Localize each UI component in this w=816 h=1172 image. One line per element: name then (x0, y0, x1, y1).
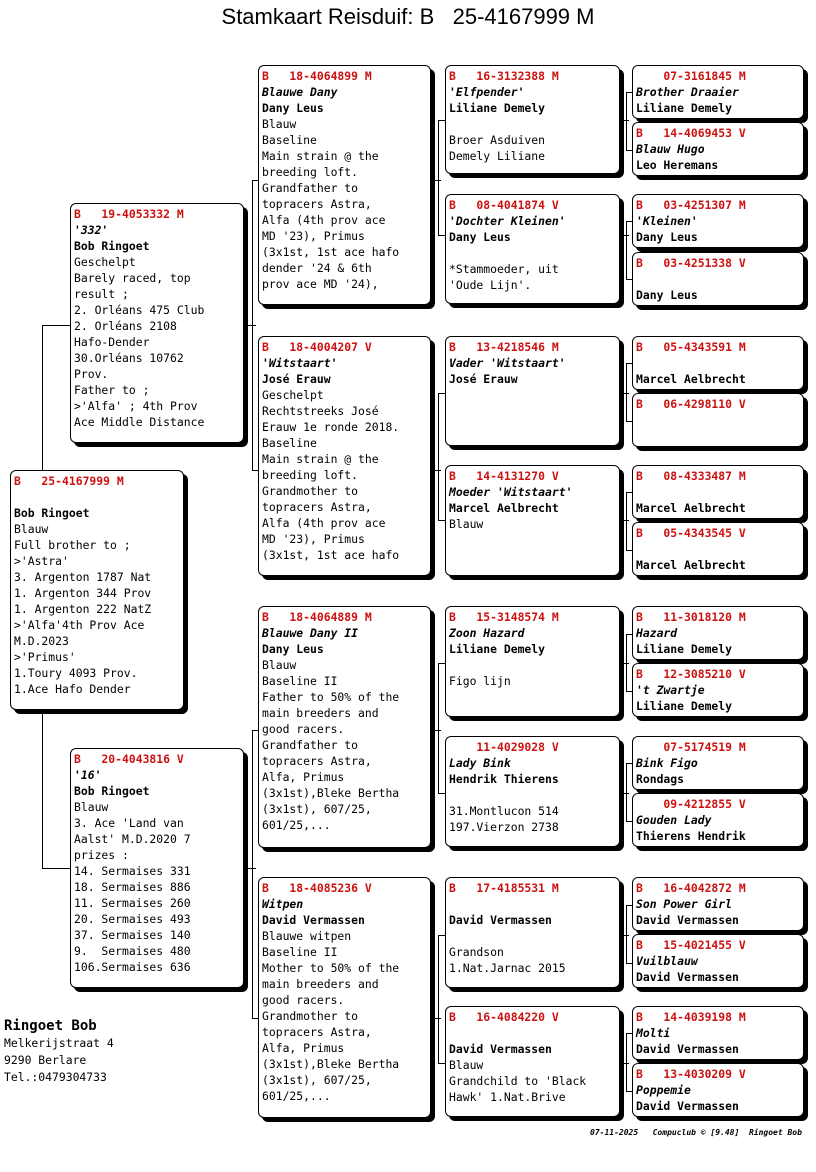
pigeon-name: Lady Bink (449, 756, 511, 770)
breeder-name: Liliane Demely (636, 101, 733, 115)
info-line (636, 355, 803, 371)
ring-number: B 19-4053332 M (74, 207, 184, 221)
info-line (636, 271, 803, 287)
pigeon-name: Hazard (636, 626, 678, 640)
pigeon-name: Blauw Hugo (636, 142, 705, 156)
info-line: Geschelpt (262, 388, 324, 402)
info-line: Barely raced, top (74, 271, 191, 285)
info-line: (3x1st, 1st ace hafo (262, 245, 400, 259)
info-line: (3x1st, 1st ace hafo (262, 548, 400, 562)
pigeon-name: '16' (74, 768, 102, 782)
pigeon-card-subject[interactable] (10, 470, 184, 710)
breeder-name: Liliane Demely (636, 642, 733, 656)
pigeon-name: Molti (636, 1026, 671, 1040)
ring-number: B 06-4298110 V (636, 397, 746, 411)
info-line: topracers Astra, (262, 197, 372, 211)
breeder-name: Marcel Aelbrecht (636, 372, 746, 386)
info-line: Father to ; (74, 383, 150, 397)
info-line: Grandfather to (262, 181, 359, 195)
ring-number: B 05-4343545 V (636, 526, 746, 540)
pigeon-name: 'Elfpender' (449, 85, 525, 99)
info-line (449, 896, 619, 912)
ring-number: B 18-4085236 V (262, 881, 372, 895)
owner-city: 9290 Berlare (4, 1053, 87, 1067)
info-line: 9. Sermaises 480 (74, 944, 191, 958)
info-line (449, 116, 619, 132)
pigeon-card-mmf[interactable] (445, 877, 620, 988)
info-line: Rechtstreeks José (262, 404, 379, 418)
info-line: (3x1st),Bleke Bertha (262, 786, 400, 800)
info-line: topracers Astra, (262, 1025, 372, 1039)
pigeon-card-mff[interactable] (445, 606, 620, 717)
breeder-name: Bob Ringoet (74, 239, 150, 253)
breeder-name: David Vermassen (449, 1042, 552, 1056)
ring-number: 07-5174519 M (636, 740, 746, 754)
owner-name: Ringoet Bob (4, 1018, 97, 1034)
info-line: 11. Sermaises 260 (74, 896, 191, 910)
connector (626, 92, 627, 150)
breeder-name: Liliane Demely (449, 101, 546, 115)
info-line: topracers Astra, (262, 754, 372, 768)
connector (433, 1018, 441, 1019)
pigeon-card-g16[interactable] (632, 1063, 804, 1117)
pigeon-card-fff[interactable] (445, 65, 620, 174)
breeder-name: Bob Ringoet (14, 506, 90, 520)
ring-number: B 18-4064889 M (262, 610, 372, 624)
info-line: 601/25,... (262, 1089, 331, 1103)
connector (626, 763, 627, 821)
info-line: MD '23), Primus (262, 229, 365, 243)
info-line: Blauw (262, 658, 297, 672)
connector (626, 905, 627, 963)
pigeon-name: Blauwe Dany II (262, 626, 359, 640)
info-line: Blauw (449, 517, 484, 531)
info-line: Grandfather to (262, 738, 359, 752)
breeder-name: Thierens Hendrik (636, 829, 746, 843)
pigeon-card-g1[interactable] (632, 65, 804, 119)
info-line: Alfa (4th prov ace (262, 516, 386, 530)
pigeon-name: Poppemie (636, 1083, 691, 1097)
pigeon-card-g13[interactable] (632, 877, 804, 931)
info-line: 1.Ace Hafo Dender (14, 682, 131, 696)
info-line: breeding loft. (262, 468, 359, 482)
breeder-name: Hendrik Thierens (449, 772, 559, 786)
info-line: Blauw (14, 522, 49, 536)
pigeon-card-g15[interactable] (632, 1006, 804, 1060)
info-line: Broer Asduiven (449, 133, 546, 147)
info-line: Hafo-Dender (74, 335, 150, 349)
connector (621, 935, 629, 936)
connector (42, 868, 72, 869)
pigeon-name: Bink Figo (636, 756, 698, 770)
breeder-name: David Vermassen (636, 913, 739, 927)
connector (433, 730, 441, 731)
breeder-name: Dany Leus (262, 101, 324, 115)
info-line: main breeders and (262, 706, 379, 720)
info-line: 20. Sermaises 493 (74, 912, 191, 926)
info-line: Figo lijn (449, 674, 511, 688)
info-line: Demely Liliane (449, 149, 546, 163)
connector (621, 235, 629, 236)
owner-block (4, 1018, 114, 1086)
pigeon-name: Gouden Lady (636, 813, 712, 827)
info-line: Main strain @ the (262, 149, 379, 163)
ring-number: B 12-3085210 V (636, 667, 746, 681)
info-line: dender '24 & 6th (262, 261, 372, 275)
pigeon-card-mf[interactable] (258, 606, 431, 848)
ring-number: B 20-4043816 V (74, 752, 184, 766)
info-line: Blauw (262, 117, 297, 131)
breeder-name: Marcel Aelbrecht (636, 501, 746, 515)
connector (433, 470, 441, 471)
info-line: MD '23), Primus (262, 532, 365, 546)
pigeon-name: 't Zwartje (636, 683, 705, 697)
connector (438, 663, 439, 793)
ring-number: B 18-4004207 V (262, 340, 372, 354)
info-line: Alfa, Primus (262, 1041, 345, 1055)
info-line: 1.Nat.Jarnac 2015 (449, 961, 566, 975)
pigeon-name: '332' (74, 223, 109, 237)
pigeon-card-father[interactable] (70, 203, 244, 443)
connector (621, 520, 629, 521)
breeder-name: Bob Ringoet (74, 784, 150, 798)
pigeon-name: Brother Draaier (636, 85, 739, 99)
info-line: 106.Sermaises 636 (74, 960, 191, 974)
ring-number: B 08-4041874 V (449, 198, 559, 212)
info-line: 37. Sermaises 140 (74, 928, 191, 942)
pigeon-card-g7[interactable] (632, 465, 804, 519)
info-line: 3. Argenton 1787 Nat (14, 570, 152, 584)
connector (626, 363, 627, 421)
info-line: 1. Argenton 344 Prov (14, 586, 152, 600)
connector (246, 325, 256, 326)
info-line (449, 787, 619, 803)
info-line: Main strain @ the (262, 452, 379, 466)
page-title: Stamkaart Reisduif: B 25-4167999 M (221, 4, 595, 29)
pigeon-card-fmf[interactable] (445, 336, 620, 446)
pigeon-name: 'Witstaart' (262, 356, 338, 370)
pigeon-card-g6[interactable] (632, 393, 804, 447)
info-line: (3x1st), 607/25, (262, 802, 372, 816)
breeder-name: Marcel Aelbrecht (449, 501, 559, 515)
connector (252, 180, 253, 470)
pigeon-card-mother[interactable] (70, 748, 244, 988)
info-line: Blauw (449, 1058, 484, 1072)
pigeon-card-g14[interactable] (632, 934, 804, 988)
pigeon-card-mfm[interactable] (445, 736, 620, 847)
ring-number: B 18-4064899 M (262, 69, 372, 83)
info-line: Baseline II (262, 674, 338, 688)
info-line: 3. Ace 'Land van (74, 816, 184, 830)
owner-tel: Tel.:0479304733 (4, 1070, 107, 1084)
ring-number: B 08-4333487 M (636, 469, 746, 483)
pigeon-card-ff[interactable] (258, 65, 431, 305)
owner-street: Melkerijstraat 4 (4, 1036, 114, 1050)
pigeon-card-g11[interactable] (632, 736, 804, 790)
info-line: Blauw (74, 800, 109, 814)
pigeon-name: Witpen (262, 897, 304, 911)
info-line: 18. Sermaises 886 (74, 880, 191, 894)
info-line: Alfa, Primus (262, 770, 345, 784)
info-line: Grandmother to (262, 484, 359, 498)
ring-number: B 16-4084220 V (449, 1010, 559, 1024)
info-line: (3x1st),Bleke Bertha (262, 1057, 400, 1071)
pigeon-card-g9[interactable] (632, 606, 804, 660)
connector (621, 793, 629, 794)
pigeon-card-g5[interactable] (632, 336, 804, 390)
pigeon-name: Vader 'Witstaart' (449, 356, 566, 370)
ring-number: 11-4029028 V (449, 740, 559, 754)
ring-number: B 16-4042872 M (636, 881, 746, 895)
pigeon-name: 'Dochter Kleinen' (449, 214, 566, 228)
info-line: >'Alfa'4th Prov Ace (14, 618, 145, 632)
breeder-name: Rondags (636, 772, 685, 786)
ring-number: B 14-4069453 V (636, 126, 746, 140)
info-line: >'Astra' (14, 554, 69, 568)
footer: 07-11-2025 Compuclub © [9.48] Ringoet Bob (590, 1128, 802, 1137)
info-line: good racers. (262, 722, 345, 736)
info-line: M.D.2023 (14, 634, 69, 648)
connector (42, 325, 72, 326)
info-line: 30.Orléans 10762 (74, 351, 184, 365)
connector (438, 393, 439, 520)
ring-number: B 03-4251307 M (636, 198, 746, 212)
connector (621, 120, 629, 121)
pigeon-name: Moeder 'Witstaart' (449, 485, 573, 499)
pigeon-name: Son Power Girl (636, 897, 733, 911)
breeder-name: David Vermassen (636, 1099, 739, 1113)
info-line (449, 245, 619, 261)
info-line: Father to 50% of the (262, 690, 400, 704)
connector (42, 713, 43, 868)
ring-number: B 14-4039198 M (636, 1010, 746, 1024)
info-line: prov ace MD '24), (262, 277, 379, 291)
info-line: Blauwe witpen (262, 929, 352, 943)
ring-number: B 14-4131270 V (449, 469, 559, 483)
connector (626, 1033, 627, 1091)
breeder-name: David Vermassen (636, 1042, 739, 1056)
info-line: >'Alfa' ; 4th Prov (74, 399, 198, 413)
ring-number: B 25-4167999 M (14, 474, 124, 488)
info-line: Grandson (449, 945, 504, 959)
info-line: topracers Astra, (262, 500, 372, 514)
info-line: 2. Orléans 2108 (74, 319, 177, 333)
breeder-name: Dany Leus (636, 288, 698, 302)
info-line: Erauw 1e ronde 2018. (262, 420, 400, 434)
connector (621, 1063, 629, 1064)
breeder-name: Dany Leus (262, 642, 324, 656)
info-line: main breeders and (262, 977, 379, 991)
ring-number: B 05-4343591 M (636, 340, 746, 354)
ring-number: 07-3161845 M (636, 69, 746, 83)
info-line (449, 657, 619, 673)
info-line: Mother to 50% of the (262, 961, 400, 975)
pigeon-card-mm[interactable] (258, 877, 431, 1118)
ring-number: B 17-4185531 M (449, 881, 559, 895)
breeder-name: José Erauw (449, 372, 518, 386)
connector (246, 868, 256, 869)
info-line: Grandchild to 'Black (449, 1074, 587, 1088)
pigeon-card-g2[interactable] (632, 122, 804, 176)
pigeon-card-g8[interactable] (632, 522, 804, 576)
connector (438, 120, 439, 235)
pigeon-name: Zoon Hazard (449, 626, 525, 640)
info-line: Hawk' 1.Nat.Brive (449, 1090, 566, 1104)
ring-number: 09-4212855 V (636, 797, 746, 811)
info-line: Baseline (262, 436, 317, 450)
info-line: Full brother to ; (14, 538, 131, 552)
ring-number: B 13-4030209 V (636, 1067, 746, 1081)
info-line: Baseline (262, 133, 317, 147)
info-line (449, 928, 619, 944)
breeder-name: Dany Leus (636, 230, 698, 244)
breeder-name: Dany Leus (449, 230, 511, 244)
info-line: Prov. (74, 367, 109, 381)
breeder-name: David Vermassen (449, 913, 552, 927)
breeder-name: David Vermassen (636, 970, 739, 984)
connector (626, 634, 627, 691)
connector (252, 730, 253, 1018)
info-line: 14. Sermaises 331 (74, 864, 191, 878)
breeder-name: Liliane Demely (449, 642, 546, 656)
ring-number: B 11-3018120 M (636, 610, 746, 624)
info-line: result ; (74, 287, 129, 301)
info-line: Geschelpt (74, 255, 136, 269)
info-line (449, 1025, 619, 1041)
info-line: 'Oude Lijn'. (449, 278, 532, 292)
info-line (14, 489, 183, 505)
info-line (636, 484, 803, 500)
connector (626, 221, 627, 279)
breeder-name: Leo Heremans (636, 158, 719, 172)
pigeon-card-ffm[interactable] (445, 194, 620, 304)
pigeon-card-g3[interactable] (632, 194, 804, 248)
connector (621, 393, 629, 394)
pigeon-name: 'Kleinen' (636, 214, 698, 228)
info-line: 31.Montlucon 514 (449, 804, 559, 818)
info-line: 1.Toury 4093 Prov. (14, 666, 138, 680)
connector (626, 492, 627, 550)
info-line: 1. Argenton 222 NatZ (14, 602, 152, 616)
pigeon-card-g4[interactable] (632, 252, 804, 306)
info-line: *Stammoeder, uit (449, 262, 559, 276)
ring-number: B 15-4021455 V (636, 938, 746, 952)
info-line: Alfa (4th prov ace (262, 213, 386, 227)
info-line: breeding loft. (262, 165, 359, 179)
pigeon-name: Blauwe Dany (262, 85, 338, 99)
ring-number: B 16-3132388 M (449, 69, 559, 83)
info-line: 197.Vierzon 2738 (449, 820, 559, 834)
breeder-name: Marcel Aelbrecht (636, 558, 746, 572)
pigeon-name: Vuilblauw (636, 954, 698, 968)
pigeon-card-fm[interactable] (258, 336, 431, 576)
ring-number: B 15-3148574 M (449, 610, 559, 624)
pigeon-card-g12[interactable] (632, 793, 804, 847)
info-line: 2. Orléans 475 Club (74, 303, 205, 317)
info-line: >'Primus' (14, 650, 76, 664)
breeder-name: José Erauw (262, 372, 331, 386)
connector (433, 180, 441, 181)
pigeon-card-fmm[interactable] (445, 465, 620, 576)
info-line: 601/25,... (262, 818, 331, 832)
info-line: Aalst' M.D.2020 7 (74, 832, 191, 846)
info-line: prizes : (74, 848, 129, 862)
pigeon-card-mmm[interactable] (445, 1006, 620, 1117)
ring-number: B 13-4218546 M (449, 340, 559, 354)
breeder-name: Liliane Demely (636, 699, 733, 713)
ring-number: B 03-4251338 V (636, 256, 746, 270)
connector (621, 663, 629, 664)
breeder-name: David Vermassen (262, 913, 365, 927)
info-line (636, 541, 803, 557)
connector (42, 325, 43, 470)
info-line: good racers. (262, 993, 345, 1007)
info-line: Baseline II (262, 945, 338, 959)
info-line: (3x1st), 607/25, (262, 1073, 372, 1087)
connector (438, 935, 439, 1063)
info-line: Grandmother to (262, 1009, 359, 1023)
pigeon-card-g10[interactable] (632, 663, 804, 717)
info-line: Ace Middle Distance (74, 415, 205, 429)
